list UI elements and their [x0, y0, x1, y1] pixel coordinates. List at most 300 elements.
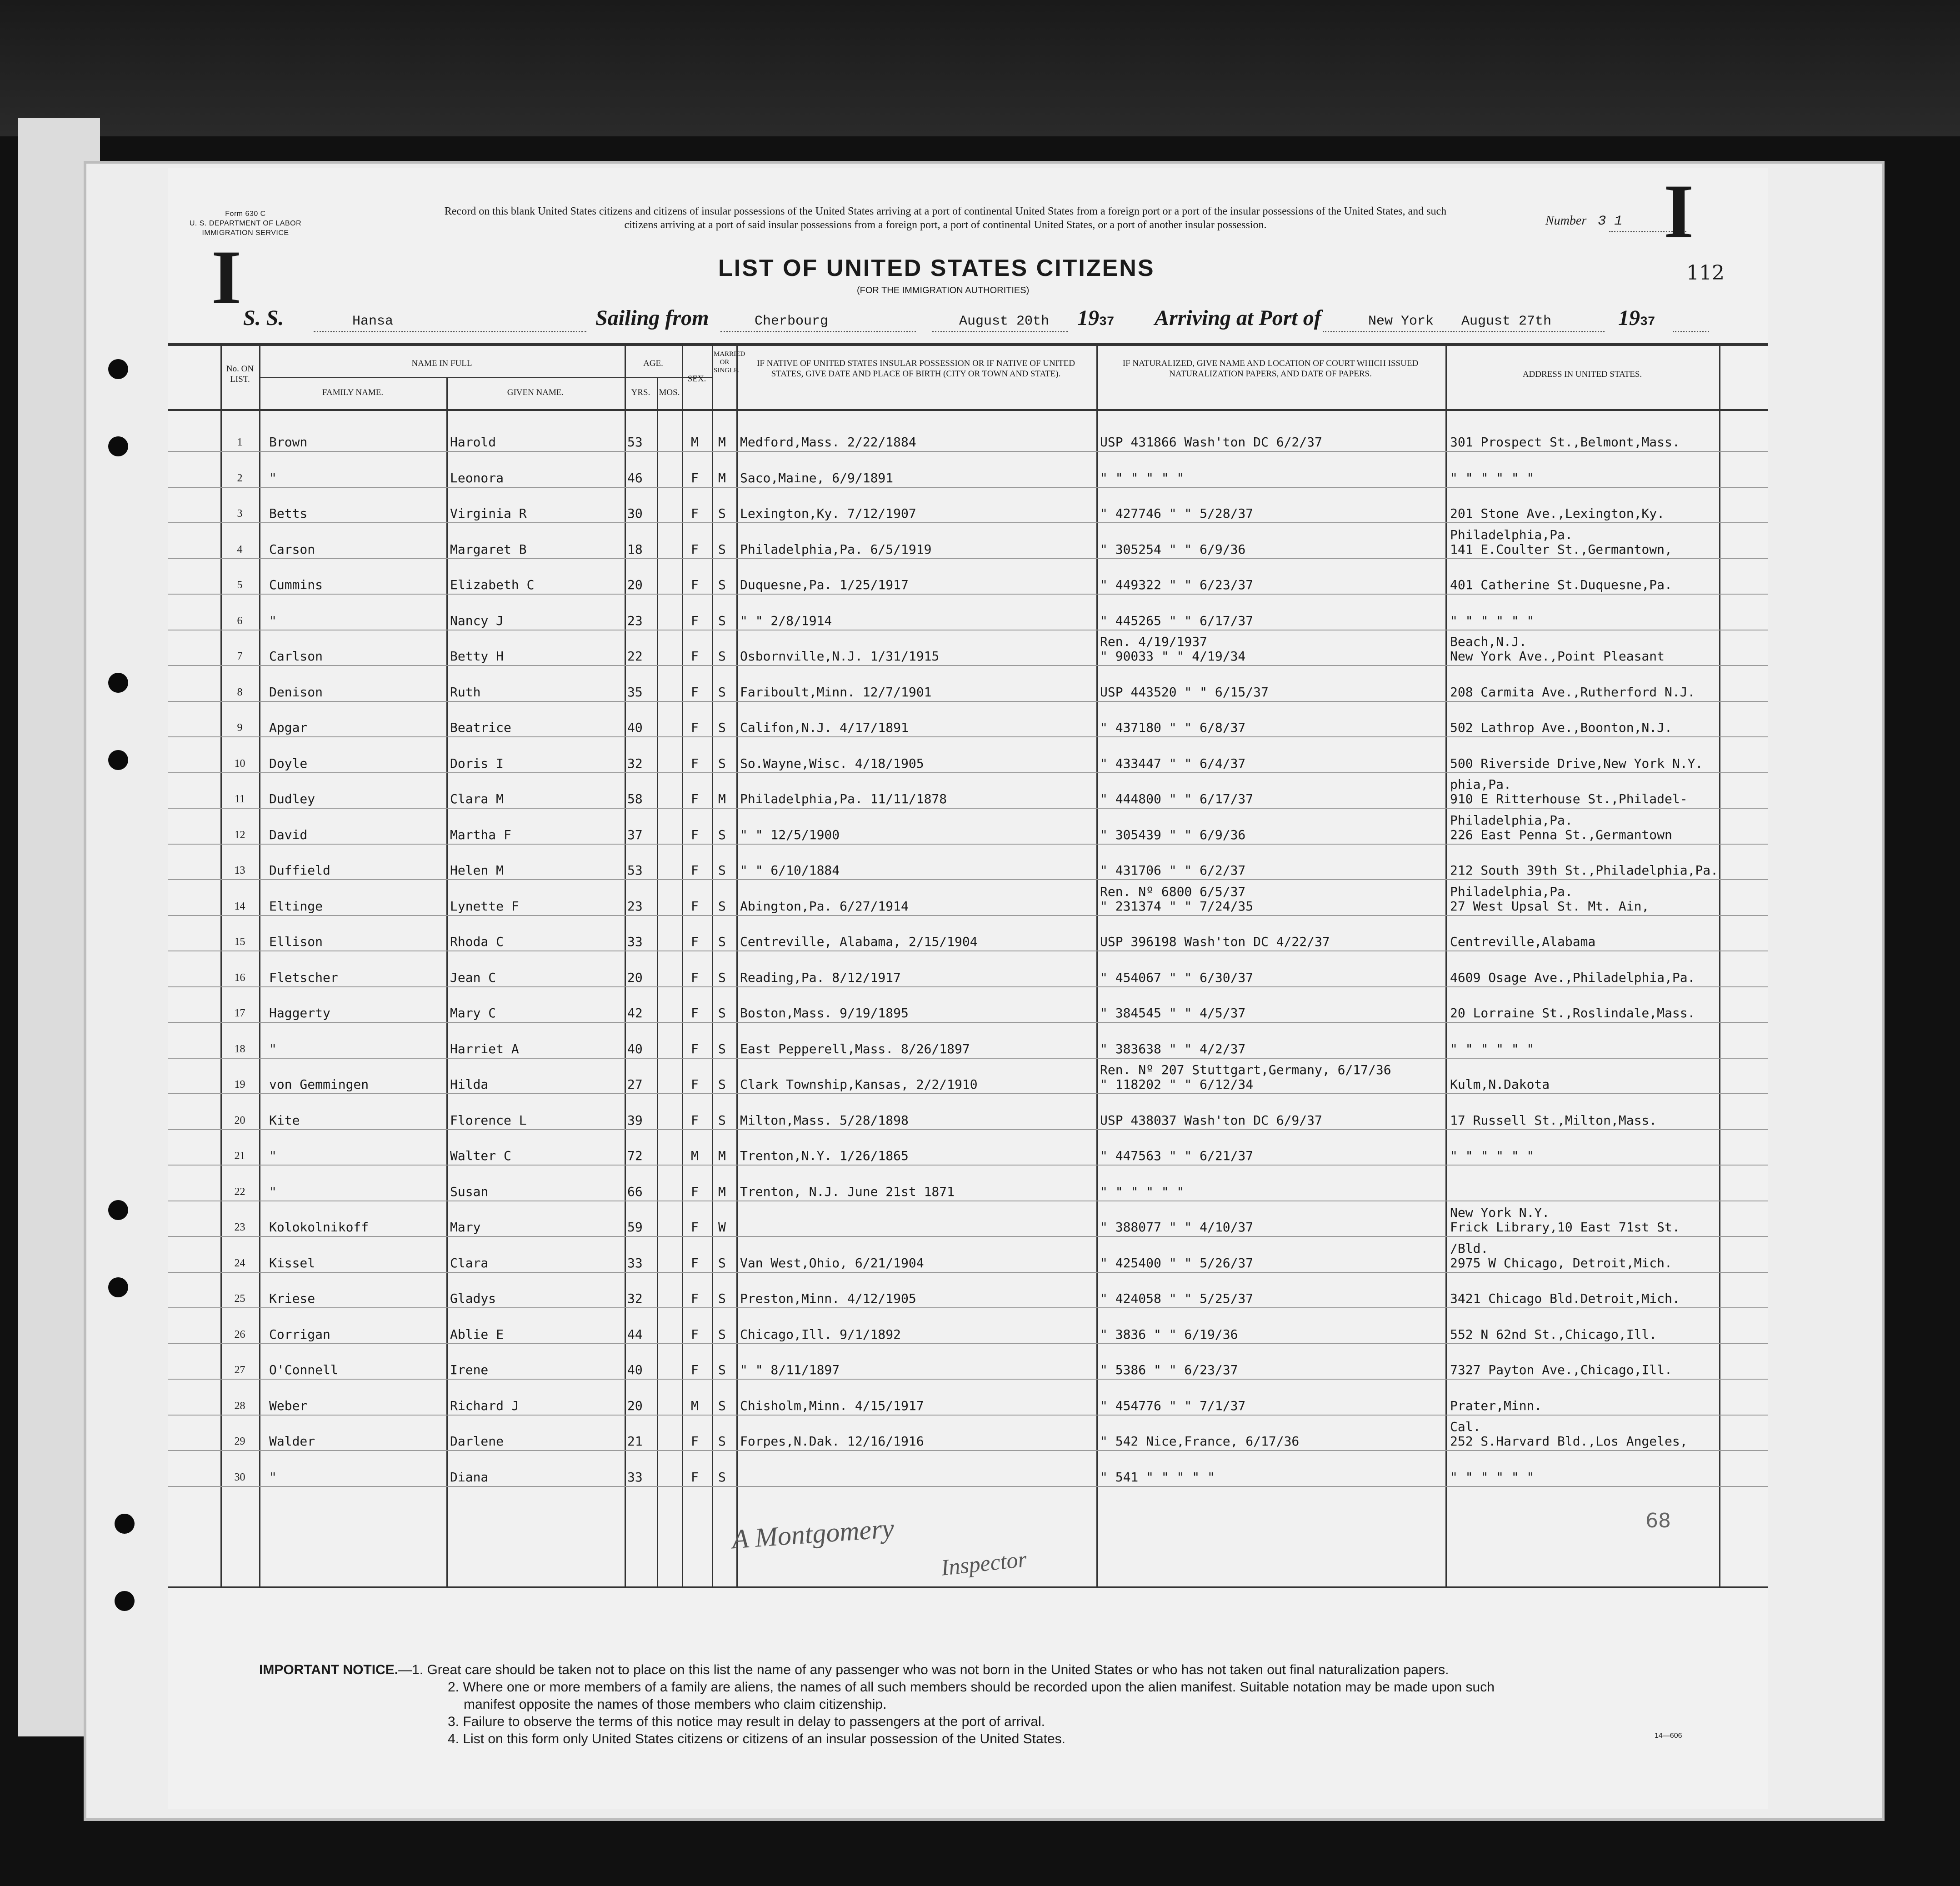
naturalization: " 305254 " " 6/9/36 [1100, 541, 1246, 557]
sex: F [691, 1220, 699, 1235]
notice-footer-code: 14—606 [1655, 1732, 1682, 1740]
sex: F [691, 1362, 699, 1377]
birth-place-date: Abington,Pa. 6/27/1914 [740, 898, 909, 914]
family-name: " [269, 613, 277, 628]
family-name: Weber [269, 1398, 308, 1413]
family-name: Dudley [269, 791, 315, 806]
sailing-year-value: 37 [1099, 315, 1115, 329]
birth-place-date: Lexington,Ky. 7/12/1907 [740, 506, 916, 521]
naturalization: " 431706 " " 6/2/37 [1100, 863, 1246, 878]
given-name: Beatrice [450, 720, 511, 735]
name-subheader-rule [259, 377, 712, 378]
marital-status: S [718, 827, 726, 842]
row-rule [168, 558, 1768, 559]
row-number: 13 [234, 865, 245, 876]
marital-status: S [718, 506, 726, 521]
naturalization: " 445265 " " 6/17/37 [1100, 613, 1254, 628]
birth-place-date: " " 8/11/1897 [740, 1362, 840, 1377]
address: " " " " " " [1450, 1469, 1535, 1485]
given-name: Rhoda C [450, 934, 504, 949]
given-name: Susan [450, 1184, 489, 1199]
given-name: Doris I [450, 755, 504, 771]
marital-status: S [718, 755, 726, 771]
given-name: Martha F [450, 827, 511, 842]
birth-place-date: Forpes,N.Dak. 12/16/1916 [740, 1434, 924, 1449]
arrival-underline [1323, 331, 1605, 332]
birth-place-date: Califon,N.J. 4/17/1891 [740, 720, 909, 735]
header-name-in-full: NAME IN FULL [411, 359, 472, 368]
row-rule [168, 522, 1768, 523]
family-name: " [269, 1184, 277, 1199]
marital-status: S [718, 541, 726, 557]
notice-item-2-cont: manifest opposite the names of those members who claim citizenship. [464, 1697, 887, 1712]
address: 4609 Osage Ave.,Philadelphia,Pa. [1450, 970, 1695, 985]
row-number: 30 [234, 1471, 245, 1483]
age-years: 23 [627, 613, 643, 628]
row-number: 12 [234, 829, 245, 841]
row-number: 5 [237, 579, 243, 591]
family-name: Ellison [269, 934, 323, 949]
naturalization: " 305439 " " 6/9/36 [1100, 827, 1246, 842]
age-years: 20 [627, 577, 643, 592]
birth-place-date: Centreville, Alabama, 2/15/1904 [740, 934, 978, 949]
notice-item-4: 4. List on this form only United States citizens or citizens of an insular possession of the United States. [448, 1731, 1066, 1746]
age-years: 20 [627, 1398, 643, 1413]
family-name: Corrigan [269, 1326, 330, 1342]
address: 17 Russell St.,Milton,Mass. [1450, 1112, 1657, 1128]
family-name: Doyle [269, 755, 308, 771]
given-name: Betty H [450, 649, 504, 664]
row-rule [168, 772, 1768, 773]
sailing-date: August 20th [959, 314, 1050, 329]
given-name: Richard J [450, 1398, 519, 1413]
row-rule [168, 1272, 1768, 1273]
sex: F [691, 720, 699, 735]
address: 2975 W Chicago, Detroit,Mich. [1450, 1255, 1672, 1271]
marital-status: S [718, 898, 726, 914]
family-name: " [269, 1148, 277, 1163]
department-name: U. S. DEPARTMENT OF LABOR [189, 220, 302, 227]
row-rule [168, 1450, 1768, 1451]
naturalization: " " " " " " [1100, 470, 1185, 485]
number-label: Number [1545, 214, 1587, 228]
arrival-port: New York [1368, 314, 1434, 329]
row-rule [168, 986, 1768, 987]
punch-hole [108, 436, 128, 456]
family-name: Brown [269, 435, 308, 450]
sailing-year-prefix: 19 [1077, 306, 1099, 330]
form-title: LIST OF UNITED STATES CITIZENS [718, 255, 1155, 281]
address: 252 S.Harvard Bld.,Los Angeles, [1450, 1434, 1688, 1449]
birth-place-date: Trenton, N.J. June 21st 1871 [740, 1184, 955, 1199]
marital-status: S [718, 1398, 726, 1413]
arriving-label: Arriving at Port of [1155, 306, 1321, 330]
address: 7327 Payton Ave.,Chicago,Ill. [1450, 1362, 1672, 1377]
punch-hole [108, 359, 128, 379]
age-years: 21 [627, 1434, 643, 1449]
birth-place-date: Reading,Pa. 8/12/1917 [740, 970, 901, 985]
sailing-underline [720, 331, 916, 332]
marital-status: M [718, 791, 726, 806]
naturalization: USP 396198 Wash'ton DC 4/22/37 [1100, 934, 1330, 949]
sex: F [691, 1434, 699, 1449]
naturalization: " 437180 " " 6/8/37 [1100, 720, 1246, 735]
sex: M [691, 435, 699, 450]
row-rule [168, 701, 1768, 702]
sex: F [691, 470, 699, 485]
row-number: 10 [234, 757, 245, 770]
sex: F [691, 1469, 699, 1485]
address: 502 Lathrop Ave.,Boonton,N.J. [1450, 720, 1672, 735]
row-number: 7 [237, 650, 243, 662]
form-number: Form 630 C [225, 210, 266, 218]
address: New York Ave.,Point Pleasant [1450, 649, 1665, 664]
address: 401 Catherine St.Duquesne,Pa. [1450, 577, 1672, 592]
address: Centreville,Alabama [1450, 934, 1596, 949]
row-number: 9 [237, 722, 243, 734]
family-name: Duffield [269, 863, 330, 878]
marital-status: S [718, 863, 726, 878]
marital-status: M [718, 470, 726, 485]
sex: F [691, 1006, 699, 1021]
age-years: 59 [627, 1220, 643, 1235]
row-rule [168, 487, 1768, 488]
sex: F [691, 755, 699, 771]
row-rule [168, 1415, 1768, 1416]
row-rule [168, 665, 1768, 666]
row-rule [168, 1343, 1768, 1344]
arrival-year-underline [1673, 331, 1709, 332]
row-number: 6 [237, 615, 243, 627]
birth-place-date: Osbornville,N.J. 1/31/1915 [740, 649, 940, 664]
marital-status: S [718, 1255, 726, 1271]
family-name: Carlson [269, 649, 323, 664]
address: " " " " " " [1450, 613, 1535, 628]
number-value: 3 1 [1598, 214, 1623, 229]
col-rule [682, 343, 683, 1586]
age-years: 18 [627, 541, 643, 557]
marital-status: W [718, 1220, 726, 1235]
family-name: Kriese [269, 1291, 315, 1306]
marital-status: M [718, 1148, 726, 1163]
row-number: 14 [234, 900, 245, 912]
address: " " " " " " [1450, 470, 1535, 485]
birth-place-date: Boston,Mass. 9/19/1895 [740, 1006, 909, 1021]
naturalization: " 425400 " " 5/26/37 [1100, 1255, 1254, 1271]
naturalization: " 424058 " " 5/25/37 [1100, 1291, 1254, 1306]
given-name: Gladys [450, 1291, 496, 1306]
address-continuation: New York N.Y. [1450, 1205, 1550, 1220]
notice-item-3: 3. Failure to observe the terms of this notice may result in delay to passengers at the port of arrival. [448, 1714, 1045, 1729]
header-no: No. ON LIST. [226, 364, 254, 384]
table-top-rule [168, 343, 1768, 346]
row-number: 2 [237, 472, 243, 484]
row-number: 28 [234, 1400, 245, 1412]
marital-status: S [718, 1041, 726, 1056]
naturalization: " 541 " " " " " [1100, 1469, 1215, 1485]
family-name: Kite [269, 1112, 300, 1128]
row-rule [168, 1093, 1768, 1094]
punch-hole [108, 673, 128, 693]
sex: M [691, 1398, 699, 1413]
naturalization: " 5386 " " 6/23/37 [1100, 1362, 1238, 1377]
naturalization: " " " " " " [1100, 1184, 1185, 1199]
row-rule [168, 736, 1768, 737]
sex: F [691, 934, 699, 949]
sex: F [691, 1326, 699, 1342]
table-bottom-rule [168, 1586, 1768, 1588]
inspector-signature-title: Inspector [940, 1546, 1028, 1581]
intro-text: Record on this blank United States citizens and citizens of insular possessions of the United States arriving at a port of continental United States from a foreign port or a port of the insular possessions of the United States, and such citizens arriving at a port of said insular possessions from a foreign port, a port of continental United States, or a port of another insular possession. [444, 205, 1447, 231]
family-name: Eltinge [269, 898, 323, 914]
sailing-date-underline [932, 331, 1068, 332]
address: 500 Riverside Drive,New York N.Y. [1450, 755, 1703, 771]
address-continuation: Philadelphia,Pa. [1450, 884, 1573, 899]
notice-heading: IMPORTANT NOTICE. [259, 1662, 399, 1677]
marital-status: M [718, 1184, 726, 1199]
family-name: Fletscher [269, 970, 338, 985]
age-years: 53 [627, 863, 643, 878]
family-name: Kissel [269, 1255, 315, 1271]
row-number: 3 [237, 508, 243, 520]
birth-place-date: Chisholm,Minn. 4/15/1917 [740, 1398, 924, 1413]
family-name: Kolokolnikoff [269, 1220, 369, 1235]
age-years: 53 [627, 435, 643, 450]
col-rule [1096, 343, 1098, 1586]
row-number: 1 [237, 436, 243, 448]
family-name: von Gemmingen [269, 1077, 369, 1092]
sailing-from: Cherbourg [755, 314, 829, 329]
sex: F [691, 684, 699, 700]
row-number: 29 [234, 1436, 245, 1447]
row-rule [168, 1486, 1768, 1487]
important-notice [259, 1661, 1449, 1679]
age-years: 32 [627, 755, 643, 771]
age-years: 30 [627, 506, 643, 521]
punch-hole [115, 1591, 135, 1611]
naturalization: " 3836 " " 6/19/36 [1100, 1326, 1238, 1342]
age-years: 40 [627, 1362, 643, 1377]
birth-place-date: " " 2/8/1914 [740, 613, 832, 628]
address-continuation: Beach,N.J. [1450, 634, 1527, 649]
birth-place-date: Chicago,Ill. 9/1/1892 [740, 1326, 901, 1342]
row-rule [168, 879, 1768, 880]
form-department-block [177, 209, 314, 238]
address-continuation: Philadelphia,Pa. [1450, 812, 1573, 828]
header-sex: SEX. [687, 374, 706, 384]
given-name: Leonora [450, 470, 504, 485]
header-mos: MOS. [659, 388, 680, 397]
birth-place-date: So.Wayne,Wisc. 4/18/1905 [740, 755, 924, 771]
marital-status: S [718, 1362, 726, 1377]
given-name: Virginia R [450, 506, 527, 521]
naturalization: " 447563 " " 6/21/37 [1100, 1148, 1254, 1163]
age-years: 33 [627, 1469, 643, 1485]
row-rule [168, 1022, 1768, 1023]
given-name: Ruth [450, 684, 481, 700]
address: Prater,Minn. [1450, 1398, 1542, 1413]
given-name: Darlene [450, 1434, 504, 1449]
given-name: Helen M [450, 863, 504, 878]
row-number: 19 [234, 1079, 245, 1091]
sex: F [691, 1112, 699, 1128]
age-years: 46 [627, 470, 643, 485]
given-name: Jean C [450, 970, 496, 985]
marital-status: S [718, 1077, 726, 1092]
naturalization: USP 431866 Wash'ton DC 6/2/37 [1100, 435, 1322, 450]
age-years: 40 [627, 720, 643, 735]
punch-hole [108, 750, 128, 770]
given-name: Ablie E [450, 1326, 504, 1342]
section-mark-left: I [211, 235, 242, 320]
row-number: 23 [234, 1221, 245, 1233]
punch-hole [108, 1200, 128, 1220]
header-age: AGE. [643, 359, 663, 368]
row-rule [168, 1379, 1768, 1380]
row-rule [168, 1165, 1768, 1166]
address: 20 Lorraine St.,Roslindale,Mass. [1450, 1006, 1695, 1021]
notice-item-2: 2. Where one or more members of a family are aliens, the names of all such members should be recorded upon the alien manifest. Suitable notation may be made upon such [448, 1680, 1495, 1695]
birth-place-date: Van West,Ohio, 6/21/1904 [740, 1255, 924, 1271]
birth-place-date: Duquesne,Pa. 1/25/1917 [740, 577, 909, 592]
age-years: 66 [627, 1184, 643, 1199]
row-number: 26 [234, 1328, 245, 1341]
family-name: Denison [269, 684, 323, 700]
naturalization-note: Ren. 4/19/1937 [1100, 634, 1208, 649]
family-name: " [269, 470, 277, 485]
birth-place-date: Trenton,N.Y. 1/26/1865 [740, 1148, 909, 1163]
sex: F [691, 613, 699, 628]
row-number: 11 [234, 793, 245, 805]
age-years: 32 [627, 1291, 643, 1306]
address-continuation: /Bld. [1450, 1241, 1489, 1256]
family-name: Apgar [269, 720, 308, 735]
birth-place-date: Preston,Minn. 4/12/1905 [740, 1291, 916, 1306]
marital-status: S [718, 1326, 726, 1342]
address: Frick Library,10 East 71st St. [1450, 1220, 1680, 1235]
birth-place-date: Medford,Mass. 2/22/1884 [740, 435, 916, 450]
address: " " " " " " [1450, 1148, 1535, 1163]
given-name: Mary C [450, 1006, 496, 1021]
address-continuation: phia,Pa. [1450, 777, 1511, 792]
row-number: 8 [237, 686, 243, 698]
sex: F [691, 863, 699, 878]
sex: F [691, 649, 699, 664]
address: 208 Carmita Ave.,Rutherford N.J. [1450, 684, 1695, 700]
naturalization: USP 438037 Wash'ton DC 6/9/37 [1100, 1112, 1322, 1128]
row-number: 16 [234, 971, 245, 984]
sex: F [691, 541, 699, 557]
naturalization: USP 443520 " " 6/15/37 [1100, 684, 1269, 700]
age-years: 58 [627, 791, 643, 806]
sex: F [691, 1077, 699, 1092]
age-years: 72 [627, 1148, 643, 1163]
arrival-date: August 27th [1461, 314, 1552, 329]
naturalization: " 231374 " " 7/24/35 [1100, 898, 1254, 914]
naturalization: " 427746 " " 5/28/37 [1100, 506, 1254, 521]
birth-place-date: " " 6/10/1884 [740, 863, 840, 878]
row-rule [168, 1129, 1768, 1130]
col-rule [712, 343, 713, 1586]
address: Kulm,N.Dakota [1450, 1077, 1550, 1092]
marital-status: S [718, 970, 726, 985]
naturalization: " 449322 " " 6/23/37 [1100, 577, 1254, 592]
row-number: 4 [237, 543, 243, 555]
age-years: 23 [627, 898, 643, 914]
address: 27 West Upsal St. Mt. Ain, [1450, 898, 1650, 914]
given-name: Clara M [450, 791, 504, 806]
family-name: Carson [269, 541, 315, 557]
col-rule [1445, 343, 1447, 1586]
marital-status: S [718, 1469, 726, 1485]
naturalization: " 454067 " " 6/30/37 [1100, 970, 1254, 985]
age-years: 42 [627, 1006, 643, 1021]
col-rule [625, 343, 626, 1586]
given-name: Diana [450, 1469, 489, 1485]
address-continuation: Philadelphia,Pa. [1450, 527, 1573, 542]
sex: F [691, 1291, 699, 1306]
given-name: Irene [450, 1362, 489, 1377]
ss-label: S. S. [243, 306, 284, 330]
row-number: 17 [234, 1007, 245, 1019]
family-name: Cummins [269, 577, 323, 592]
sailing-year [1077, 305, 1115, 330]
marital-status: S [718, 1434, 726, 1449]
marital-status: S [718, 577, 726, 592]
birth-place-date: Philadelphia,Pa. 11/11/1878 [740, 791, 947, 806]
birth-place-date: Clark Township,Kansas, 2/2/1910 [740, 1077, 978, 1092]
header-birth: IF NATIVE OF UNITED STATES INSULAR POSSESSION OR IF NATIVE OF UNITED STATES, GIVE DATE AND PLACE OF BIRTH (CITY OR TOWN AND STATE). [757, 359, 1075, 379]
row-rule [168, 844, 1768, 845]
birth-place-date: Saco,Maine, 6/9/1891 [740, 470, 894, 485]
birth-place-date: Fariboult,Minn. 12/7/1901 [740, 684, 932, 700]
given-name: Nancy J [450, 613, 504, 628]
family-name: " [269, 1041, 277, 1056]
naturalization: " 542 Nice,France, 6/17/36 [1100, 1434, 1300, 1449]
birth-place-date: Philadelphia,Pa. 6/5/1919 [740, 541, 932, 557]
marital-status: S [718, 1112, 726, 1128]
header-address: ADDRESS IN UNITED STATES. [1522, 370, 1642, 379]
naturalization-note: Ren. Nº 207 Stuttgart,Germany, 6/17/36 [1100, 1062, 1391, 1077]
given-name: Lynette F [450, 898, 519, 914]
age-years: 33 [627, 934, 643, 949]
row-number: 24 [234, 1257, 245, 1269]
col-rule [259, 343, 260, 1586]
sex: F [691, 506, 699, 521]
row-rule [168, 451, 1768, 452]
marital-status: S [718, 684, 726, 700]
age-years: 22 [627, 649, 643, 664]
row-rule [168, 808, 1768, 809]
age-years: 20 [627, 970, 643, 985]
row-rule [168, 1236, 1768, 1237]
arrival-year-prefix: 19 [1618, 306, 1640, 330]
marital-status: S [718, 934, 726, 949]
sex: M [691, 1148, 699, 1163]
header-naturalized: IF NATURALIZED, GIVE NAME AND LOCATION OF COURT WHICH ISSUED NATURALIZATION PAPERS, AND DATE OF PAPERS. [1122, 359, 1419, 379]
given-name: Margaret B [450, 541, 527, 557]
naturalization: " 444800 " " 6/17/37 [1100, 791, 1254, 806]
row-number: 15 [234, 936, 245, 948]
row-number: 27 [234, 1364, 245, 1376]
age-years: 44 [627, 1326, 643, 1342]
stamp-number: 68 [1645, 1509, 1671, 1532]
age-years: 33 [627, 1255, 643, 1271]
col-rule [736, 343, 738, 1586]
row-number: 22 [234, 1186, 245, 1198]
age-years: 39 [627, 1112, 643, 1128]
row-number: 20 [234, 1114, 245, 1126]
